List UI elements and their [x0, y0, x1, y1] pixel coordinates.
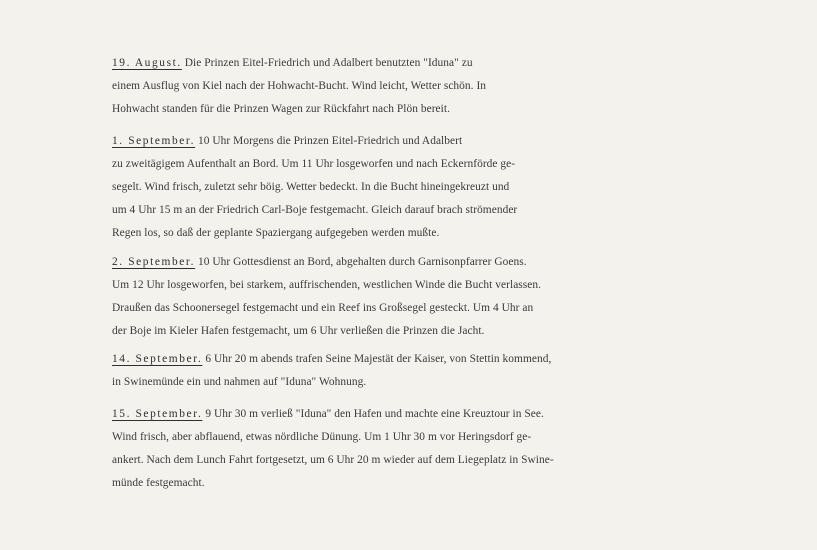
text-line: münde festgemacht. — [112, 477, 205, 489]
text-line — [112, 130, 752, 153]
entry-date: 19. August. — [112, 57, 182, 69]
text-line — [112, 348, 752, 371]
text-line: zu zweitägigem Aufenthalt an Bord. Um 11 Uhr losgeworfen und nach Eckernförde ge- — [112, 158, 516, 170]
text-line: Draußen das Schoonersegel festgemacht und ein Reef ins Großsegel gesteckt. Um 4 Uhr an — [112, 302, 534, 314]
text-line: in Swinemünde ein und nahmen auf "Iduna" Wohnung. — [112, 376, 367, 388]
entry-date: 2. September. — [112, 256, 196, 268]
text-line-content: 9 Uhr 30 m verließ "Iduna" den Hafen und machte eine Kreuztour in See. — [202, 408, 544, 420]
log-entry — [112, 348, 752, 394]
text-line: Regen los, so daß der geplante Spaziergang aufgegeben werden mußte. — [112, 227, 440, 239]
entry-date: 1. September. — [112, 135, 196, 147]
text-line-content: Die Prinzen Eitel-Friedrich und Adalbert benutzten "Iduna" zu — [181, 57, 473, 69]
text-line: Hohwacht standen für die Prinzen Wagen zur Rückfahrt nach Plön bereit. — [112, 103, 450, 115]
log-entry — [112, 251, 752, 343]
text-line — [112, 403, 752, 426]
text-line: um 4 Uhr 15 m an der Friedrich Carl-Boje festgemacht. Gleich darauf brach strömender — [112, 204, 518, 216]
text-line: ankert. Nach dem Lunch Fahrt fortgesetzt, um 6 Uhr 20 m wieder auf dem Liegeplatz in Swine- — [112, 454, 554, 466]
entry-date: 15. September. — [112, 408, 203, 420]
log-entry — [112, 403, 752, 495]
text-line: segelt. Wind frisch, zuletzt sehr böig. Wetter bedeckt. In die Bucht hineingekreuzt und — [112, 181, 510, 193]
entry-date: 14. September. — [112, 353, 203, 365]
text-line — [112, 251, 752, 274]
text-line-content: 6 Uhr 20 m abends trafen Seine Majestät der Kaiser, von Stettin kommend, — [202, 353, 552, 365]
text-line-content: 10 Uhr Morgens die Prinzen Eitel-Friedrich und Adalbert — [195, 135, 463, 147]
log-entry — [112, 52, 752, 121]
text-line: der Boje im Kieler Hafen festgemacht, um 6 Uhr verließen die Prinzen die Jacht. — [112, 325, 485, 337]
log-entry — [112, 130, 752, 245]
text-line: einem Ausflug von Kiel nach der Hohwacht-Bucht. Wind leicht, Wetter schön. In — [112, 80, 487, 92]
text-line — [112, 52, 752, 75]
text-line: Um 12 Uhr losgeworfen, bei starkem, auffrischenden, westlichen Winde die Bucht verlassen. — [112, 279, 542, 291]
text-line-content: 10 Uhr Gottesdienst an Bord, abgehalten durch Garnisonpfarrer Goens. — [195, 256, 527, 268]
text-line: Wind frisch, aber abflauend, etwas nördliche Dünung. Um 1 Uhr 30 m vor Heringsdorf ge- — [112, 431, 532, 443]
